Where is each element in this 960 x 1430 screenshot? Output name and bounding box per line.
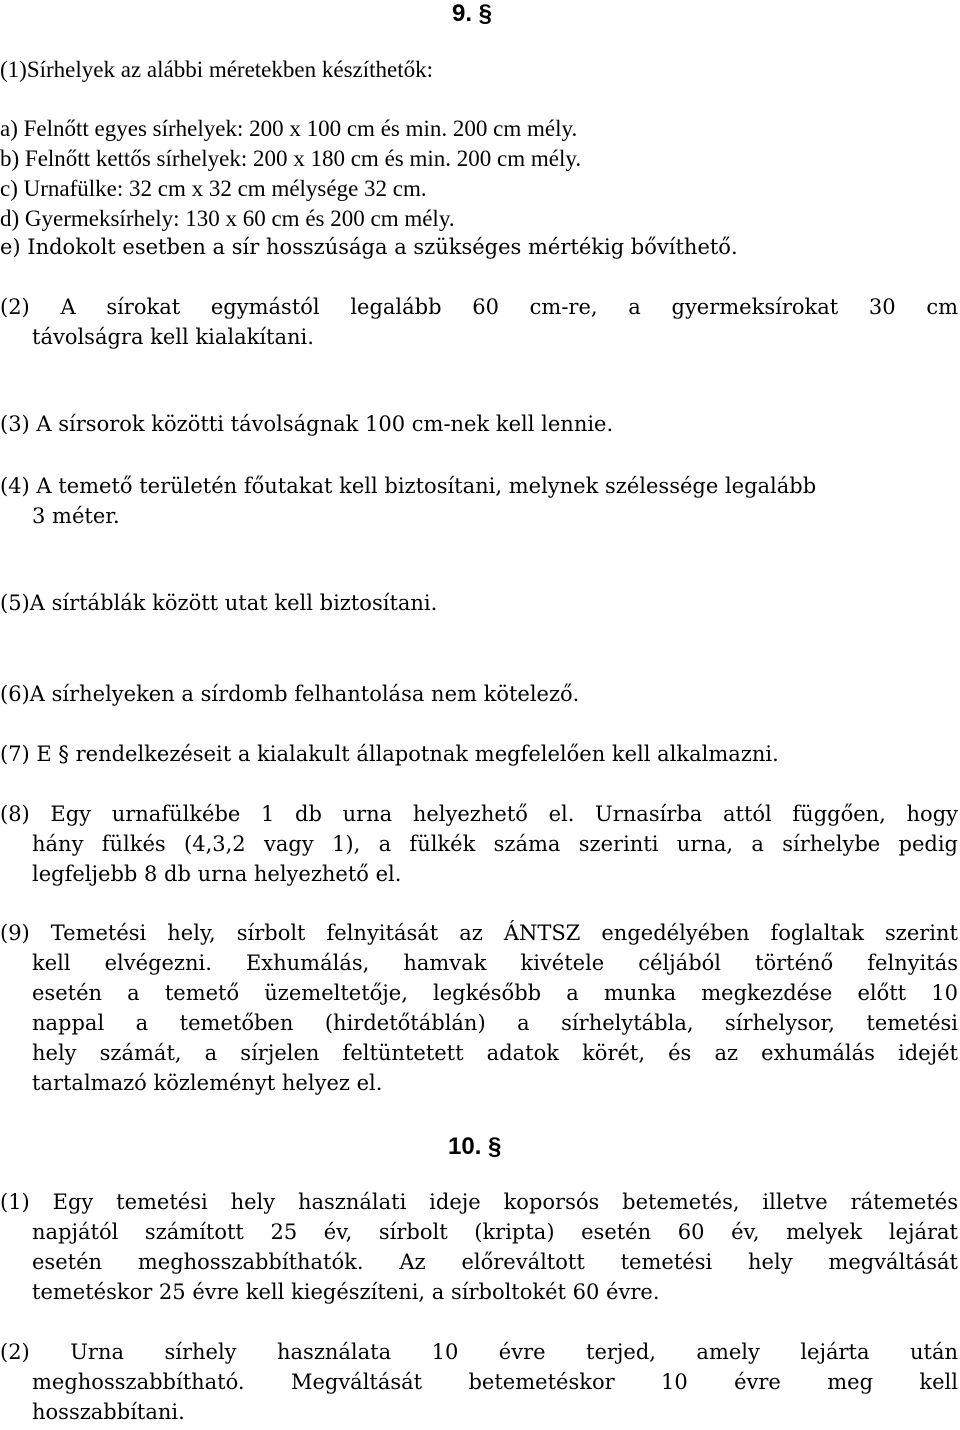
paragraph-2 <box>0 295 958 355</box>
paragraph-line: (9) Temetési hely, sírbolt felnyitását az ÁNTSZ engedélyében foglaltak szerint <box>0 921 958 945</box>
paragraph-line: nappal a temetőben (hirdetőtáblán) a sírhelytábla, sírhelysor, temetési <box>32 1011 958 1035</box>
section-9-heading: 9. § <box>452 0 493 27</box>
paragraph-9 <box>0 921 958 1101</box>
paragraph-line: (7) E § rendelkezéseit a kialakult állapotnak megfelelően kell alkalmazni. <box>0 742 779 766</box>
paragraph-3 <box>0 412 958 442</box>
paragraph-line: esetén meghosszabbíthatók. Az előreváltott temetési hely megváltását <box>32 1250 958 1274</box>
section-10-paragraph-2 <box>0 1340 958 1430</box>
paragraph-1-title: (1)Sírhelyek az alábbi méretekben készíthetők: <box>0 57 433 82</box>
paragraph-4 <box>0 474 958 534</box>
paragraph-line: tartalmazó közleményt helyez el. <box>32 1071 383 1095</box>
list-item: c) Urnafülke: 32 cm x 32 cm mélysége 32 cm. <box>0 176 427 201</box>
size-list <box>0 116 958 236</box>
paragraph-line: (2) Urna sírhely használata 10 évre terjed, amely lejárta után <box>0 1340 958 1364</box>
section-10-paragraph-1 <box>0 1190 958 1310</box>
paragraph-line: (8) Egy urnafülkébe 1 db urna helyezhető el. Urnasírba attól függően, hogy <box>0 802 958 826</box>
paragraph-line: kell elvégezni. Exhumálás, hamvak kivétele céljából történő felnyitás <box>32 951 958 975</box>
paragraph-line: (4) A temető területén főutakat kell biztosítani, melynek szélessége legalább <box>0 474 817 498</box>
paragraph-line: legfeljebb 8 db urna helyezhető el. <box>32 862 402 886</box>
paragraph-5 <box>0 591 958 621</box>
paragraph-7 <box>0 742 958 772</box>
paragraph-line: hely számát, a sírjelen feltüntetett adatok körét, és az exhumálás idejét <box>32 1041 958 1065</box>
paragraph-line: 3 méter. <box>32 504 120 528</box>
paragraph-line: esetén a temető üzemeltetője, legkésőbb a munka megkezdése előtt 10 <box>32 981 958 1005</box>
paragraph-6 <box>0 682 958 712</box>
paragraph-line: hosszabbítani. <box>32 1400 185 1424</box>
section-10-heading: 10. § <box>448 1133 502 1160</box>
paragraph-line: meghosszabbítható. Megváltását betemetéskor 10 évre meg kell <box>32 1370 958 1394</box>
paragraph-8 <box>0 802 958 892</box>
paragraph-line: (1) Egy temetési hely használati ideje koporsós betemetés, illetve rátemetés <box>0 1190 958 1214</box>
paragraph-line: (3) A sírsorok közötti távolságnak 100 cm-nek kell lennie. <box>0 412 614 436</box>
list-item: a) Felnőtt egyes sírhelyek: 200 x 100 cm és min. 200 cm mély. <box>0 116 578 141</box>
paragraph-line: (5)A sírtáblák között utat kell biztosítani. <box>0 591 438 615</box>
paragraph-line: temetéskor 25 évre kell kiegészíteni, a sírboltokét 60 évre. <box>32 1280 660 1304</box>
paragraph-1 <box>0 57 958 87</box>
paragraph-line: hány fülkés (4,3,2 vagy 1), a fülkék száma szerinti urna, a sírhelybe pedig <box>32 832 958 856</box>
list-item: d) Gyermeksírhely: 130 x 60 cm és 200 cm mély. <box>0 206 455 231</box>
list-item: b) Felnőtt kettős sírhelyek: 200 x 180 cm és min. 200 cm mély. <box>0 146 582 171</box>
paragraph-line: távolságra kell kialakítani. <box>32 325 314 349</box>
list-item: e) Indokolt esetben a sír hosszúsága a szükséges mértékig bővíthető. <box>0 235 738 259</box>
size-list-e <box>0 235 958 265</box>
paragraph-line: napjától számított 25 év, sírbolt (kripta) esetén 60 év, melyek lejárat <box>32 1220 958 1244</box>
paragraph-line: (2) A sírokat egymástól legalább 60 cm-re, a gyermeksírokat 30 cm <box>0 295 958 319</box>
paragraph-line: (6)A sírhelyeken a sírdomb felhantolása nem kötelező. <box>0 682 580 706</box>
